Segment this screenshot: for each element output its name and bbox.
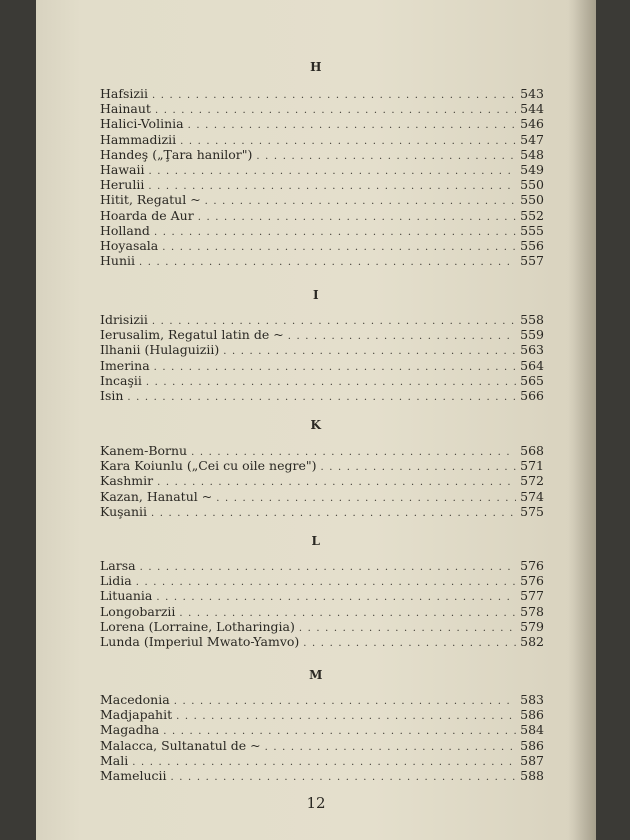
index-entry xyxy=(100,458,544,473)
section-letter-m: M xyxy=(309,668,323,682)
book-page xyxy=(36,0,596,840)
section-l-entries xyxy=(100,558,544,649)
entry-name: Mali xyxy=(100,752,129,768)
entry-name: Imerina xyxy=(100,357,150,373)
entry-name: Hammadizii xyxy=(100,131,177,147)
entry-name: Isin xyxy=(100,387,124,403)
section-k-entries xyxy=(100,443,544,519)
entry-page: 555 xyxy=(520,222,544,238)
dot-leader xyxy=(288,329,516,344)
index-entry xyxy=(100,558,544,573)
index-entry xyxy=(100,358,544,373)
index-entry xyxy=(100,473,544,488)
index-entry xyxy=(100,116,544,131)
entry-page: 575 xyxy=(520,503,544,519)
dot-leader xyxy=(216,491,516,506)
section-i-entries xyxy=(100,312,544,403)
dot-leader xyxy=(149,164,517,179)
section-h-entries xyxy=(100,86,544,268)
entry-page: 544 xyxy=(520,101,544,117)
index-entry xyxy=(100,722,544,737)
entry-name: Kanem-Bornu xyxy=(100,443,188,458)
dot-leader xyxy=(176,709,516,724)
entry-page: 568 xyxy=(520,443,544,458)
index-entry xyxy=(100,147,544,162)
entry-page: 582 xyxy=(520,633,544,649)
entry-page: 550 xyxy=(520,192,544,208)
section-m-entries xyxy=(100,692,544,783)
index-entry xyxy=(100,208,544,223)
entry-page: 565 xyxy=(520,372,544,388)
index-entry xyxy=(100,132,544,147)
entry-page: 547 xyxy=(520,131,544,147)
entry-name: Halici-Volinia xyxy=(100,116,184,132)
index-entry xyxy=(100,768,544,783)
index-entry xyxy=(100,238,544,253)
entry-name: Kuşanii xyxy=(100,503,148,519)
entry-name: Hawaii xyxy=(100,161,145,177)
dot-leader xyxy=(156,590,516,605)
entry-name: Hitit, Regatul ~ xyxy=(100,192,201,208)
entry-name: Larsa xyxy=(100,558,136,573)
dot-leader xyxy=(154,360,516,375)
dot-leader xyxy=(171,770,517,785)
entry-page: 572 xyxy=(520,473,544,489)
dot-leader xyxy=(151,506,516,521)
index-entry xyxy=(100,192,544,207)
entry-page: 588 xyxy=(520,767,544,783)
dot-leader xyxy=(136,575,516,590)
entry-page: 586 xyxy=(520,707,544,723)
index-entry xyxy=(100,604,544,619)
entry-name: Longobarzii xyxy=(100,603,176,619)
index-entry xyxy=(100,504,544,519)
dot-leader xyxy=(174,694,516,709)
entry-name: Kara Koiunlu („Cei cu oile negre") xyxy=(100,458,317,474)
section-letter-h: H xyxy=(310,60,322,74)
index-entry xyxy=(100,342,544,357)
entry-page: 557 xyxy=(520,253,544,269)
dot-leader xyxy=(205,194,516,209)
entry-page: 576 xyxy=(520,573,544,589)
entry-page: 559 xyxy=(520,327,544,343)
entry-name: Ierusalim, Regatul latin de ~ xyxy=(100,327,284,343)
entry-page: 556 xyxy=(520,237,544,253)
entry-name: Ilhanii (Hulaguizii) xyxy=(100,342,220,358)
index-entry xyxy=(100,588,544,603)
entry-name: Kashmir xyxy=(100,473,154,489)
entry-name: Lituania xyxy=(100,588,153,604)
section-letter-l: L xyxy=(311,534,321,548)
index-entry xyxy=(100,373,544,388)
entry-name: Magadha xyxy=(100,722,160,738)
dot-leader xyxy=(162,240,516,255)
entry-page: 548 xyxy=(520,146,544,162)
index-entry xyxy=(100,86,544,101)
entry-page: 586 xyxy=(520,737,544,753)
index-entry xyxy=(100,312,544,327)
entry-name: Hafsizii xyxy=(100,86,148,101)
dot-leader xyxy=(146,375,516,390)
entry-name: Hunii xyxy=(100,253,135,269)
index-entry xyxy=(100,101,544,116)
entry-name: Hainaut xyxy=(100,101,151,117)
entry-page: 571 xyxy=(520,458,544,474)
entry-name: Lunda (Imperiul Mwato-Yamvo) xyxy=(100,633,300,649)
index-entry xyxy=(100,489,544,504)
dot-leader xyxy=(155,103,516,118)
entry-page: 577 xyxy=(520,588,544,604)
index-entry xyxy=(100,223,544,238)
dot-leader xyxy=(127,390,516,405)
entry-name: Hoarda de Aur xyxy=(100,207,194,223)
entry-page: 579 xyxy=(520,618,544,634)
dot-leader xyxy=(299,621,516,636)
entry-page: 584 xyxy=(520,722,544,738)
dot-leader xyxy=(148,179,516,194)
index-entry xyxy=(100,162,544,177)
entry-name: Hoyasala xyxy=(100,237,159,253)
entry-page: 574 xyxy=(520,488,544,504)
dot-leader xyxy=(321,460,517,475)
entry-name: Mamelucii xyxy=(100,767,167,783)
entry-name: Herulii xyxy=(100,177,145,193)
entry-name: Idrisizii xyxy=(100,312,148,327)
index-entry xyxy=(100,634,544,649)
section-letter-i: I xyxy=(312,288,320,302)
index-entry xyxy=(100,753,544,768)
dot-leader xyxy=(303,636,516,651)
page-number: 12 xyxy=(306,794,326,812)
entry-name: Kazan, Hanatul ~ xyxy=(100,488,213,504)
index-entry xyxy=(100,443,544,458)
entry-page: 587 xyxy=(520,752,544,768)
entry-page: 576 xyxy=(520,558,544,573)
entry-page: 550 xyxy=(520,177,544,193)
index-entry xyxy=(100,177,544,192)
entry-name: Madjapahit xyxy=(100,707,173,723)
dot-leader xyxy=(256,149,516,164)
entry-name: Malacca, Sultanatul de ~ xyxy=(100,737,261,753)
index-entry xyxy=(100,573,544,588)
index-entry xyxy=(100,253,544,268)
dot-leader xyxy=(140,560,517,575)
entry-page: 583 xyxy=(520,692,544,707)
section-letter-k: K xyxy=(310,418,322,432)
dot-leader xyxy=(154,225,516,240)
entry-name: Incaşii xyxy=(100,372,142,388)
index-entry xyxy=(100,619,544,634)
dot-leader xyxy=(152,88,516,103)
entry-page: 563 xyxy=(520,342,544,358)
dot-leader xyxy=(198,210,516,225)
index-entry xyxy=(100,738,544,753)
dot-leader xyxy=(188,118,517,133)
entry-name: Lidia xyxy=(100,573,132,589)
entry-page: 558 xyxy=(520,312,544,327)
entry-page: 578 xyxy=(520,603,544,619)
entry-name: Holland xyxy=(100,222,150,238)
entry-page: 549 xyxy=(520,161,544,177)
entry-page: 566 xyxy=(520,387,544,403)
dot-leader xyxy=(139,255,516,270)
dot-leader xyxy=(265,740,517,755)
index-entry xyxy=(100,388,544,403)
entry-name: Lorena (Lorraine, Lotharingia) xyxy=(100,618,295,634)
entry-page: 564 xyxy=(520,357,544,373)
entry-name: Macedonia xyxy=(100,692,170,707)
index-entry xyxy=(100,327,544,342)
dot-leader xyxy=(223,344,516,359)
entry-name: Handeş („Ţara hanilor") xyxy=(100,146,253,162)
entry-page: 552 xyxy=(520,207,544,223)
entry-page: 546 xyxy=(520,116,544,132)
dot-leader xyxy=(132,755,516,770)
index-entry xyxy=(100,692,544,707)
entry-page: 543 xyxy=(520,86,544,101)
index-entry xyxy=(100,707,544,722)
